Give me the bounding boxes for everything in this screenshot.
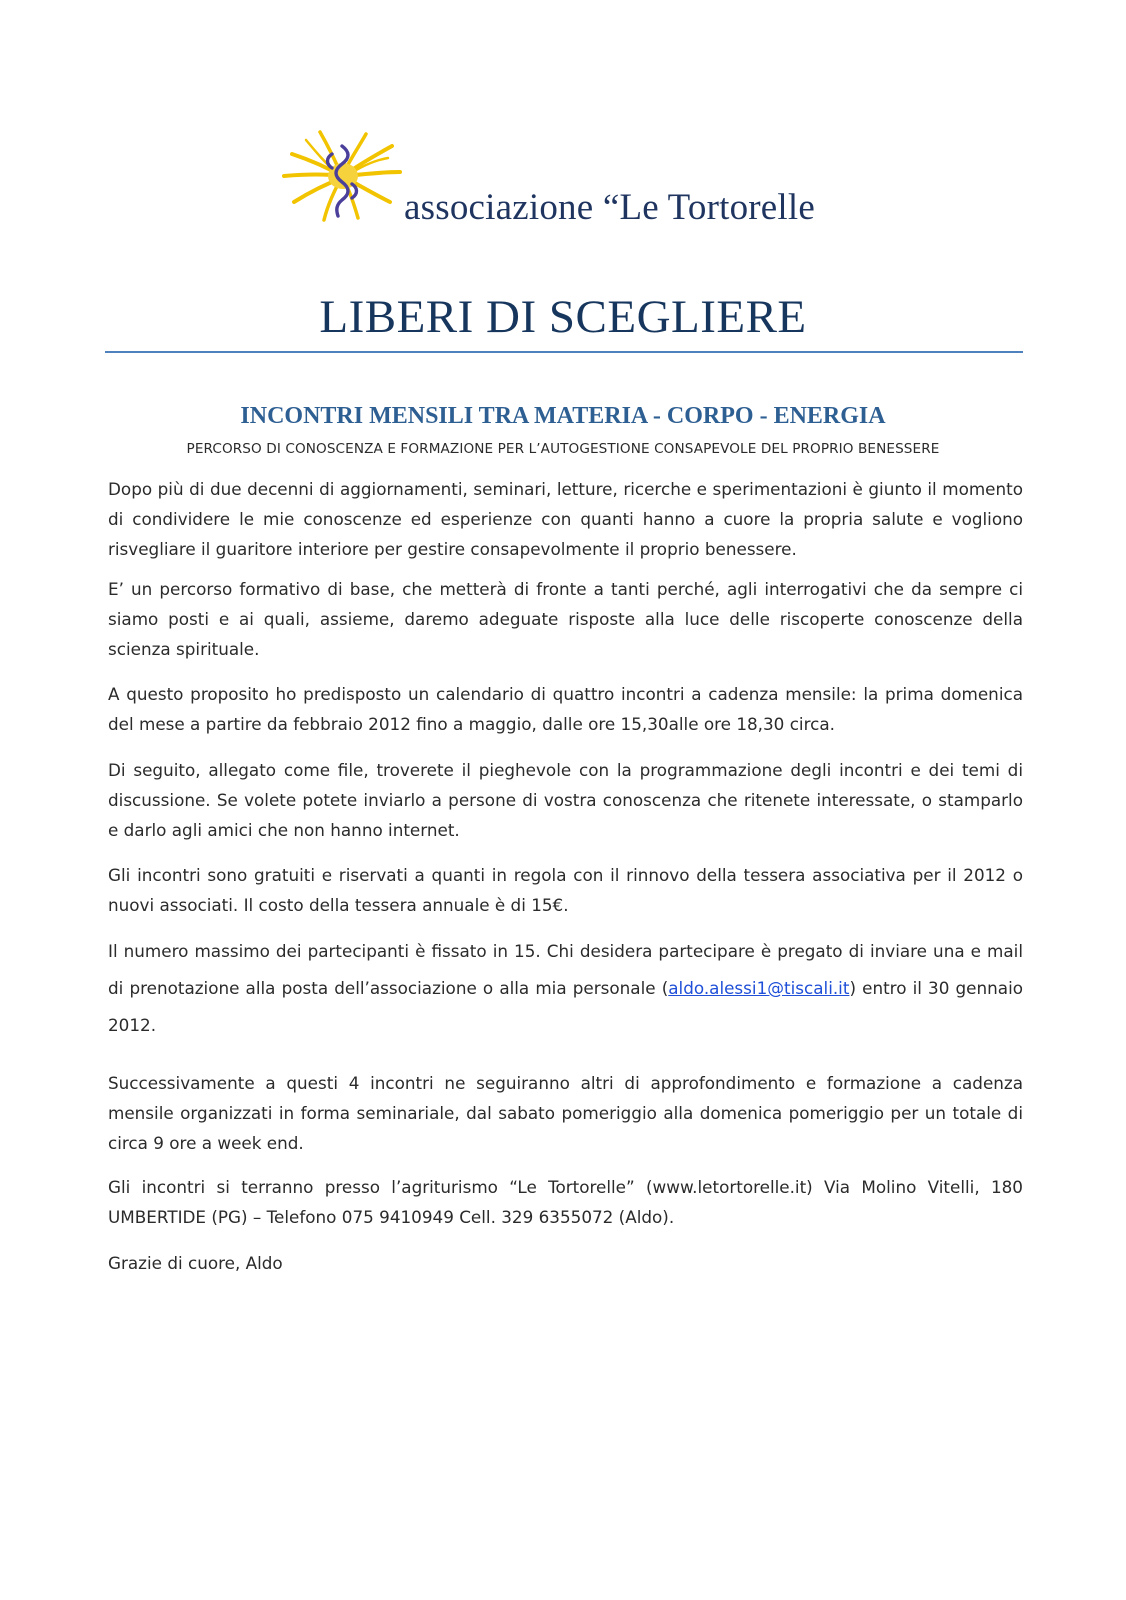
email-link[interactable]: aldo.alessi1@tiscali.it xyxy=(668,978,850,998)
booking-text-end: ) entro il 30 gennaio 2012. xyxy=(108,978,1023,1035)
paragraph-signature: Grazie di cuore, Aldo xyxy=(108,1253,283,1273)
association-name: associazione “Le Tortorelle xyxy=(404,187,815,228)
booking-text-start: Il numero massimo dei partecipanti è fissato in 15. Chi desidera partecipare è pregato di inviare una e mail di prenotazione alla posta dell’associazione o alla mia personale ( xyxy=(108,941,1023,998)
paragraph-course: E’ un percorso formativo di base, che metterà di fronte a tanti perché, agli interrogativi che da sempre ci siamo posti e ai quali, assieme, daremo adeguate risposte alla luce delle riscoperte conoscenze della scienza spirituale. xyxy=(108,579,1023,659)
tagline: PERCORSO DI CONOSCENZA E FORMAZIONE PER L’AUTOGESTIONE CONSAPEVOLE DEL PROPRIO BENESSERE xyxy=(186,441,940,457)
paragraph-attachment: Di seguito, allegato come file, troverete il pieghevole con la programmazione degli incontri e dei temi di discussione. Se volete potete inviarlo a persone di vostra conoscenza che ritenete interessate, o stamparlo e darlo agli amici che non hanno internet. xyxy=(108,760,1023,840)
paragraph-calendar: A questo proposito ho predisposto un calendario di quattro incontri a cadenza mensile: la prima domenica del mese a partire da febbraio 2012 fino a maggio, dalle ore 15,30alle ore 18,30 circa. xyxy=(108,684,1023,734)
page-title: LIBERI DI SCEGLIERE xyxy=(319,291,807,343)
paragraph-followup: Successivamente a questi 4 incontri ne seguiranno altri di approfondimento e formazione a cadenza mensile organizzati in forma seminariale, dal sabato pomeriggio alla domenica pomeriggio per un totale di circa 9 ore a week end. xyxy=(108,1073,1023,1153)
sun-spiral-logo-icon xyxy=(278,128,406,226)
paragraph-location: Gli incontri si terranno presso l’agriturismo “Le Tortorelle” (www.letortorelle.it) Via Molino Vitelli, 180 UMBERTIDE (PG) – Telefono 075 9410949 Cell. 329 6355072 (Aldo). xyxy=(108,1177,1023,1227)
subtitle: INCONTRI MENSILI TRA MATERIA - CORPO - ENERGIA xyxy=(240,403,886,429)
paragraph-booking xyxy=(108,933,1023,1044)
paragraph-membership: Gli incontri sono gratuiti e riservati a quanti in regola con il rinnovo della tessera associativa per il 2012 o nuovi associati. Il costo della tessera annuale è di 15€. xyxy=(108,865,1023,915)
paragraph-intro: Dopo più di due decenni di aggiornamenti, seminari, letture, ricerche e sperimentazioni è giunto il momento di condividere le mie conoscenze ed esperienze con quanti hanno a cuore la propria salute e vogliono risvegliare il guaritore interiore per gestire consapevolmente il proprio benessere. xyxy=(108,479,1023,559)
title-divider xyxy=(105,351,1023,353)
